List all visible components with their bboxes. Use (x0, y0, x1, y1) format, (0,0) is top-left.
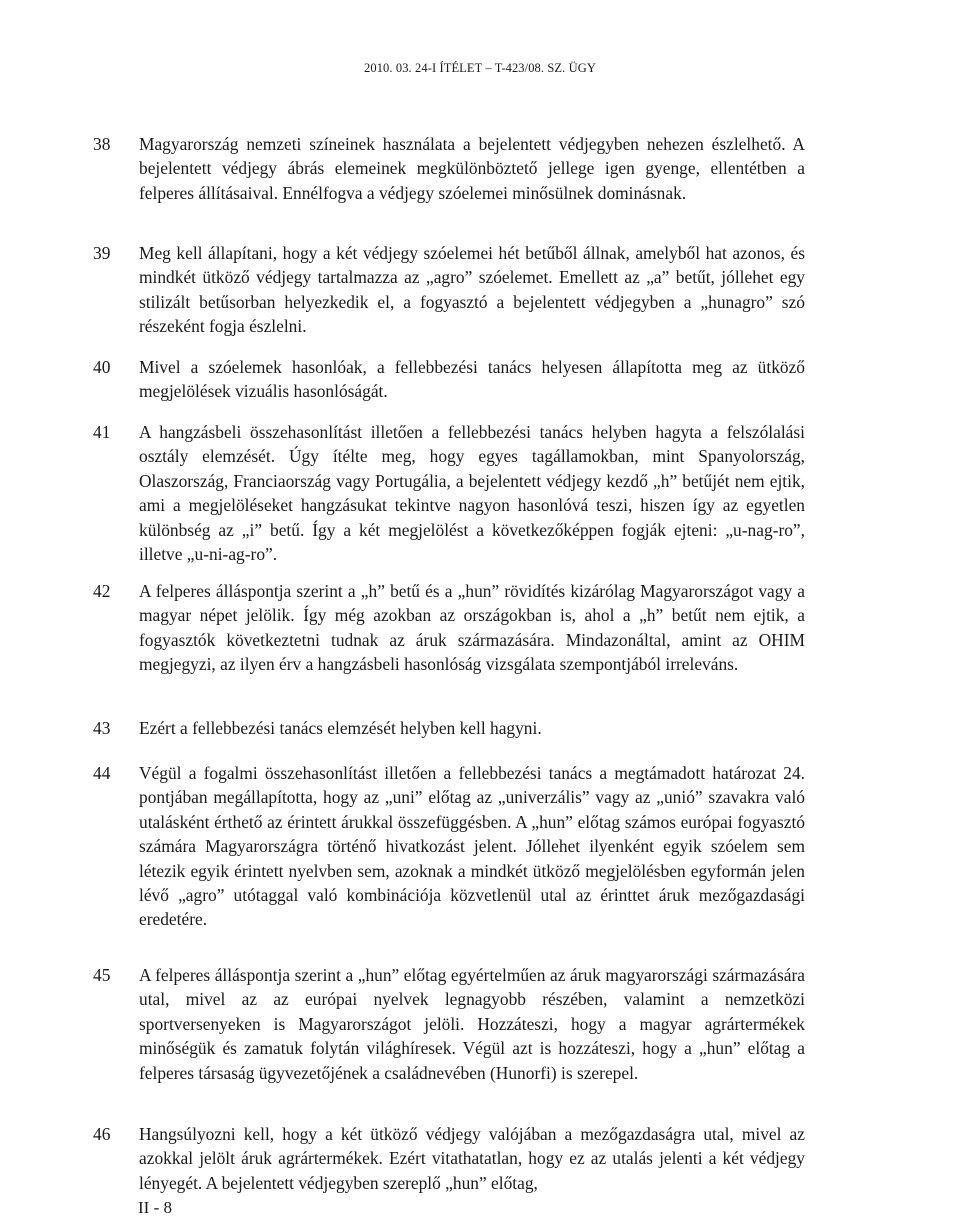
paragraph-text: A felperes álláspontja szerint a „h” betű és a „hun” rövidítés kizárólag Magyarországot vagy a magyar népet jelölik. Így még azokban az országokban is, ahol a „h” betűt nem ejtik, a fogyasztók következtetni tudnak az áruk származására. Mindazonáltal, amint az OHIM megjegyzi, az ilyen érv a hangzásbeli hasonlóság vizsgálata szempontjából irreleváns. (139, 581, 805, 675)
paragraph-text: A hangzásbeli összehasonlítást illetően a fellebbezési tanács helyben hagyta a felszólalási osztály elemzését. Úgy ítélte meg, hogy egyes tagállamokban, mint Spanyolország, Olaszország, Franciaország vagy Portugália, a bejelentett védjegy kezdő „h” betűjét nem ejtik, ami a megjelöléseket hangzásukat tekintve nagyon hasonlóvá teszi, hiszen így az egyetlen különbség az „i” betű. Így a két megjelölést a következőképpen fogják ejteni: „u-nag-ro”, illetve „u-ni-ag-ro”. (139, 422, 805, 565)
page-number: II - 8 (138, 1198, 172, 1217)
paragraph-text: Mivel a szóelemek hasonlóak, a fellebbezési tanács helyesen állapította meg az ütköző megjelölések vizuális hasonlóságát. (139, 357, 805, 402)
paragraph-45 (93, 963, 805, 1085)
paragraph-number: 39 (93, 243, 111, 263)
paragraph-46 (93, 1122, 805, 1195)
paragraph-number: 42 (93, 581, 111, 601)
paragraph-text: Magyarország nemzeti színeinek használata a bejelentett védjegyben nehezen észlelhető. A bejelentett védjegy ábrás elemeinek megkülönböztető jellege igen gyenge, ellentétben a felperes állításaival. Ennélfogva a védjegy szóelemei minősülnek dominásnak. (139, 134, 805, 203)
paragraph-number: 40 (93, 357, 111, 377)
paragraph-text: Ezért a fellebbezési tanács elemzését helyben kell hagyni. (139, 718, 542, 738)
paragraph-text: Hangsúlyozni kell, hogy a két ütköző védjegy valójában a mezőgazdaságra utal, mivel az azokkal jelölt áruk agrártermékek. Ezért vitathatatlan, hogy ez az utalás jelenti a két védjegy lényegét. A bejelentett védjegyben szereplő „hun” előtag, (139, 1124, 805, 1193)
paragraph-41 (93, 420, 805, 566)
paragraph-number: 43 (93, 718, 111, 738)
paragraph-39 (93, 241, 805, 339)
paragraph-number: 41 (93, 422, 111, 442)
paragraph-43 (93, 716, 805, 740)
page-header: 2010. 03. 24-I ÍTÉLET – T-423/08. SZ. ÜGY (364, 61, 596, 75)
paragraph-42 (93, 579, 805, 677)
paragraph-number: 38 (93, 134, 111, 154)
paragraph-38 (93, 132, 805, 205)
paragraph-40 (93, 355, 805, 404)
paragraph-number: 46 (93, 1124, 111, 1144)
paragraph-text: Meg kell állapítani, hogy a két védjegy szóelemei hét betűből állnak, amelyből hat azonos, és mindkét ütköző védjegy tartalmazza az „agro” szóelemet. Emellett az „a” betűt, jóllehet egy stilizált betűsorban helyezkedik el, a fogyasztó a bejelentett védjegyben a „hunagro” szó részeként fogja észlelni. (139, 243, 805, 337)
paragraph-number: 45 (93, 965, 111, 985)
paragraph-44 (93, 761, 805, 932)
paragraph-number: 44 (93, 763, 111, 783)
paragraph-text: Végül a fogalmi összehasonlítást illetően a fellebbezési tanács a megtámadott határozat 24. pontjában megállapította, hogy az „uni” előtag az „univerzális” vagy az „unió” szavakra való utalásként érthető az érintett árukkal összefüggésben. A „hun” előtag számos európai fogyasztó számára Magyarországra történő hivatkozást jelent. Jóllehet ilyenként egyik szóelem sem létezik egyik érintett nyelvben sem, azoknak a mindkét ütköző megjelölésben egyformán jelen lévő „agro” utótaggal való kombinációja közvetlenül utal az érinttet áruk mezőgazdasági eredetére. (139, 763, 805, 930)
paragraph-text: A felperes álláspontja szerint a „hun” előtag egyértelműen az áruk magyarországi származására utal, mivel az az európai nyelvek legnagyobb részében, valamint a nemzetközi sportversenyeken is Magyarországot jelöli. Hozzáteszi, hogy a magyar agrártermékek minőségük és zamatuk folytán világhíresek. Végül azt is hozzáteszi, hogy a „hun” előtag a felperes társaság ügyvezetőjének a családnevében (Hunorfi) is szerepel. (139, 965, 805, 1083)
